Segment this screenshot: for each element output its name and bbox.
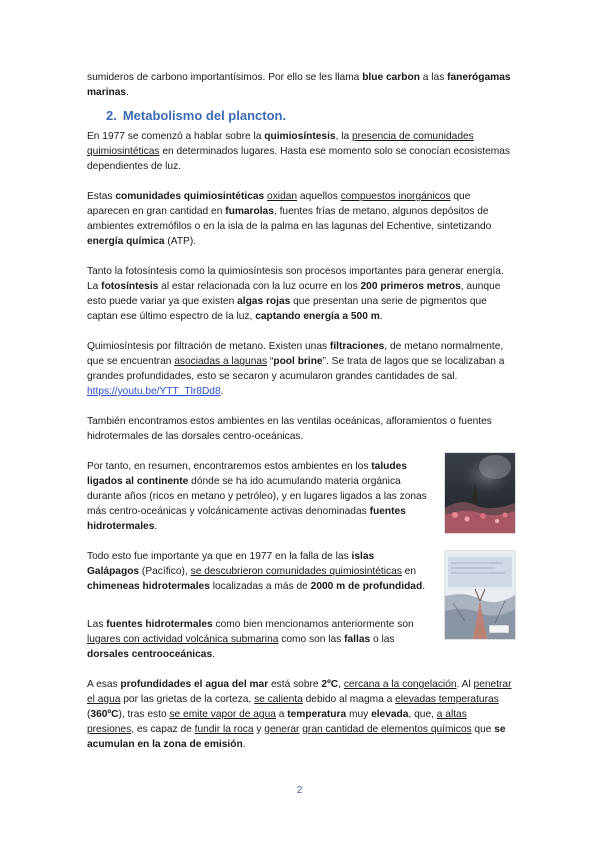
- bold-text: 2000 m de profundidad: [310, 581, 423, 592]
- text: al estar relacionada con la luz ocurre en los: [158, 281, 361, 292]
- text: (Pacífico),: [139, 566, 191, 577]
- bold-text: blue carbon: [362, 72, 420, 83]
- text: , fuentes frías de metano, algunos depósitos de ambientes extremófilos o en la isla de la palma en las lagunas del Echentive, sintetizando: [87, 206, 492, 232]
- text: , de metano normalmente, que se encuentran: [87, 341, 504, 367]
- bold-text: fuentes hidrotermales: [87, 506, 406, 532]
- text: localizadas a más de: [209, 581, 311, 592]
- paragraph-filtracion-metano: [87, 339, 513, 399]
- paragraph-quimiosintesis-intro: [87, 129, 513, 174]
- bold-text: dorsales centrooceánicas: [87, 649, 213, 660]
- section-heading: [106, 108, 286, 123]
- text: También encontramos estos ambientes en las ventilas oceánicas, afloramientos o fuentes hidrotermales de las dorsales centro-oceánicas.: [87, 416, 492, 442]
- text: que aparecen en gran cantidad en: [87, 191, 471, 217]
- text: Las: [87, 619, 107, 630]
- text: a: [275, 709, 288, 720]
- text: Todo esto fue importante ya que en 1977 en la falla de las: [87, 551, 352, 562]
- text: en determinados lugares. Hasta ese momento solo se conocían ecosistemas dependientes de luz.: [87, 146, 511, 172]
- hydrothermal-vent-photo: [444, 452, 516, 534]
- text: dónde se ha ido acumulando materia orgánica durante años (ricos en metano y petróleo), y en lugares ligados a las zonas más centro-oceánicas y volcánicamente activas denominadas: [87, 476, 427, 517]
- paragraph-resumen: [87, 459, 427, 534]
- underlined-text: asociadas a lagunas: [174, 356, 268, 367]
- bold-text: taludes ligados al continente: [87, 461, 407, 487]
- bold-text: islas Galápagos: [87, 551, 375, 577]
- text: a las: [419, 72, 448, 83]
- paragraph-fuentes-hidrotermales: [87, 617, 427, 662]
- bold-text: chimeneas hidrotermales: [87, 581, 210, 592]
- vent-photo-graphic: [445, 453, 515, 533]
- text: , la: [335, 131, 353, 142]
- text: .: [220, 386, 224, 397]
- heading-text: Metabolismo del plancton.: [122, 108, 287, 123]
- text: (: [87, 709, 91, 720]
- bold-text: elevada: [371, 709, 409, 720]
- underlined-text: generar: [264, 724, 300, 735]
- text: y: [253, 724, 265, 735]
- text: ,: [338, 679, 344, 690]
- text: como son las: [278, 634, 345, 645]
- text: .: [242, 739, 246, 750]
- text: .: [212, 649, 215, 660]
- underlined-text: presencia de comunidades quimiosintéticas: [87, 131, 474, 157]
- underlined-text: lugares con actividad volcánica submarina: [87, 634, 279, 645]
- underlined-text: compuestos inorgánicos: [340, 191, 451, 202]
- text: como bien mencionamos anteriormente son: [212, 619, 414, 630]
- text: ), tras esto: [118, 709, 170, 720]
- bold-text: filtraciones: [329, 341, 385, 352]
- hydrothermal-diagram: [444, 550, 516, 640]
- text: Estas: [87, 191, 116, 202]
- bold-text: fanerógamas marinas: [87, 72, 511, 98]
- text: .: [379, 311, 383, 322]
- text: o las: [370, 634, 395, 645]
- text: muy: [346, 709, 372, 720]
- paragraph-ventilas: [87, 414, 513, 444]
- bold-text: captando energía a 500 m: [255, 311, 380, 322]
- bold-text: fuentes hidrotermales: [106, 619, 213, 630]
- text: por las grietas de la corteza,: [120, 694, 255, 705]
- underlined-text: se calienta: [254, 694, 303, 705]
- heading-number: 2.: [106, 108, 117, 123]
- underlined-text: a altas presiones: [87, 709, 467, 735]
- underlined-text: se descubrieron comunidades quimiosintéticas: [190, 566, 402, 577]
- text: .: [126, 87, 129, 98]
- text: . Al: [456, 679, 474, 690]
- text: sumideros de carbono importantísimos. Por ello se les llama: [87, 72, 363, 83]
- paragraph-comunidades: [87, 189, 513, 249]
- text: A esas: [87, 679, 121, 690]
- video-link[interactable]: https://youtu.be/YTT_Tlr8Dd8: [87, 386, 221, 397]
- text: en: [401, 566, 417, 577]
- bold-text: profundidades el agua del mar: [120, 679, 269, 690]
- text: .: [154, 521, 158, 532]
- bold-text: fotosíntesis: [101, 281, 159, 292]
- bold-text: temperatura: [287, 709, 347, 720]
- text: , es capaz de: [131, 724, 195, 735]
- text: Quimiosíntesis por filtración de metano. Existen unas: [87, 341, 330, 352]
- underlined-text: penetrar el agua: [87, 679, 512, 705]
- bold-text: 2ºC: [321, 679, 339, 690]
- underlined-text: cercana a la congelación: [343, 679, 457, 690]
- bold-text: comunidades quimiosintéticas: [115, 191, 265, 202]
- underlined-text: oxidan: [267, 191, 298, 202]
- bold-text: fallas: [344, 634, 371, 645]
- paragraph-fotosintesis: [87, 264, 513, 324]
- text: , que,: [408, 709, 437, 720]
- bold-text: quimiosíntesis: [264, 131, 336, 142]
- text: está sobre: [268, 679, 322, 690]
- text: Tanto la fotosíntesis como la quimiosíntesis son procesos importantes para generar energía. La: [87, 266, 504, 292]
- diagram-graphic: [445, 551, 515, 639]
- text: que presentan una serie de pigmentos que captan ese último espectro de la luz,: [87, 296, 487, 322]
- text: Por tanto, en resumen, encontraremos estos ambientes en los: [87, 461, 372, 472]
- underlined-text: elevadas temperaturas: [395, 694, 499, 705]
- page-number: 2: [296, 784, 303, 796]
- text: aquellos: [297, 191, 341, 202]
- bold-text: energía química: [87, 236, 165, 247]
- text: .: [422, 581, 426, 592]
- bold-text: fumarolas: [225, 206, 274, 217]
- bold-text: pool brine: [273, 356, 323, 367]
- bold-text: 360ºC: [90, 709, 119, 720]
- underlined-text: gran cantidad de elementos químicos: [302, 724, 472, 735]
- paragraph-blue-carbon: [87, 70, 513, 100]
- paragraph-galapagos: [87, 549, 427, 594]
- bold-text: algas rojas: [237, 296, 291, 307]
- text: (ATP).: [164, 236, 197, 247]
- bold-text: se acumulan en la zona de emisión: [87, 724, 506, 750]
- underlined-text: se emite vapor de agua: [169, 709, 276, 720]
- underlined-text: fundir la roca: [194, 724, 254, 735]
- text: que: [471, 724, 495, 735]
- text: debido al magma a: [302, 694, 396, 705]
- text: , aunque esto puede variar ya que existen: [87, 281, 501, 307]
- text: ”. Se trata de lagos que se localizaban a grandes profundidades, esto se secaron y acumularon grandes cantidades de sal.: [87, 356, 505, 382]
- paragraph-profundidades: [87, 677, 513, 752]
- text: En 1977 se comenzó a hablar sobre la: [87, 131, 265, 142]
- bold-text: 200 primeros metros: [360, 281, 461, 292]
- text: “: [267, 356, 274, 367]
